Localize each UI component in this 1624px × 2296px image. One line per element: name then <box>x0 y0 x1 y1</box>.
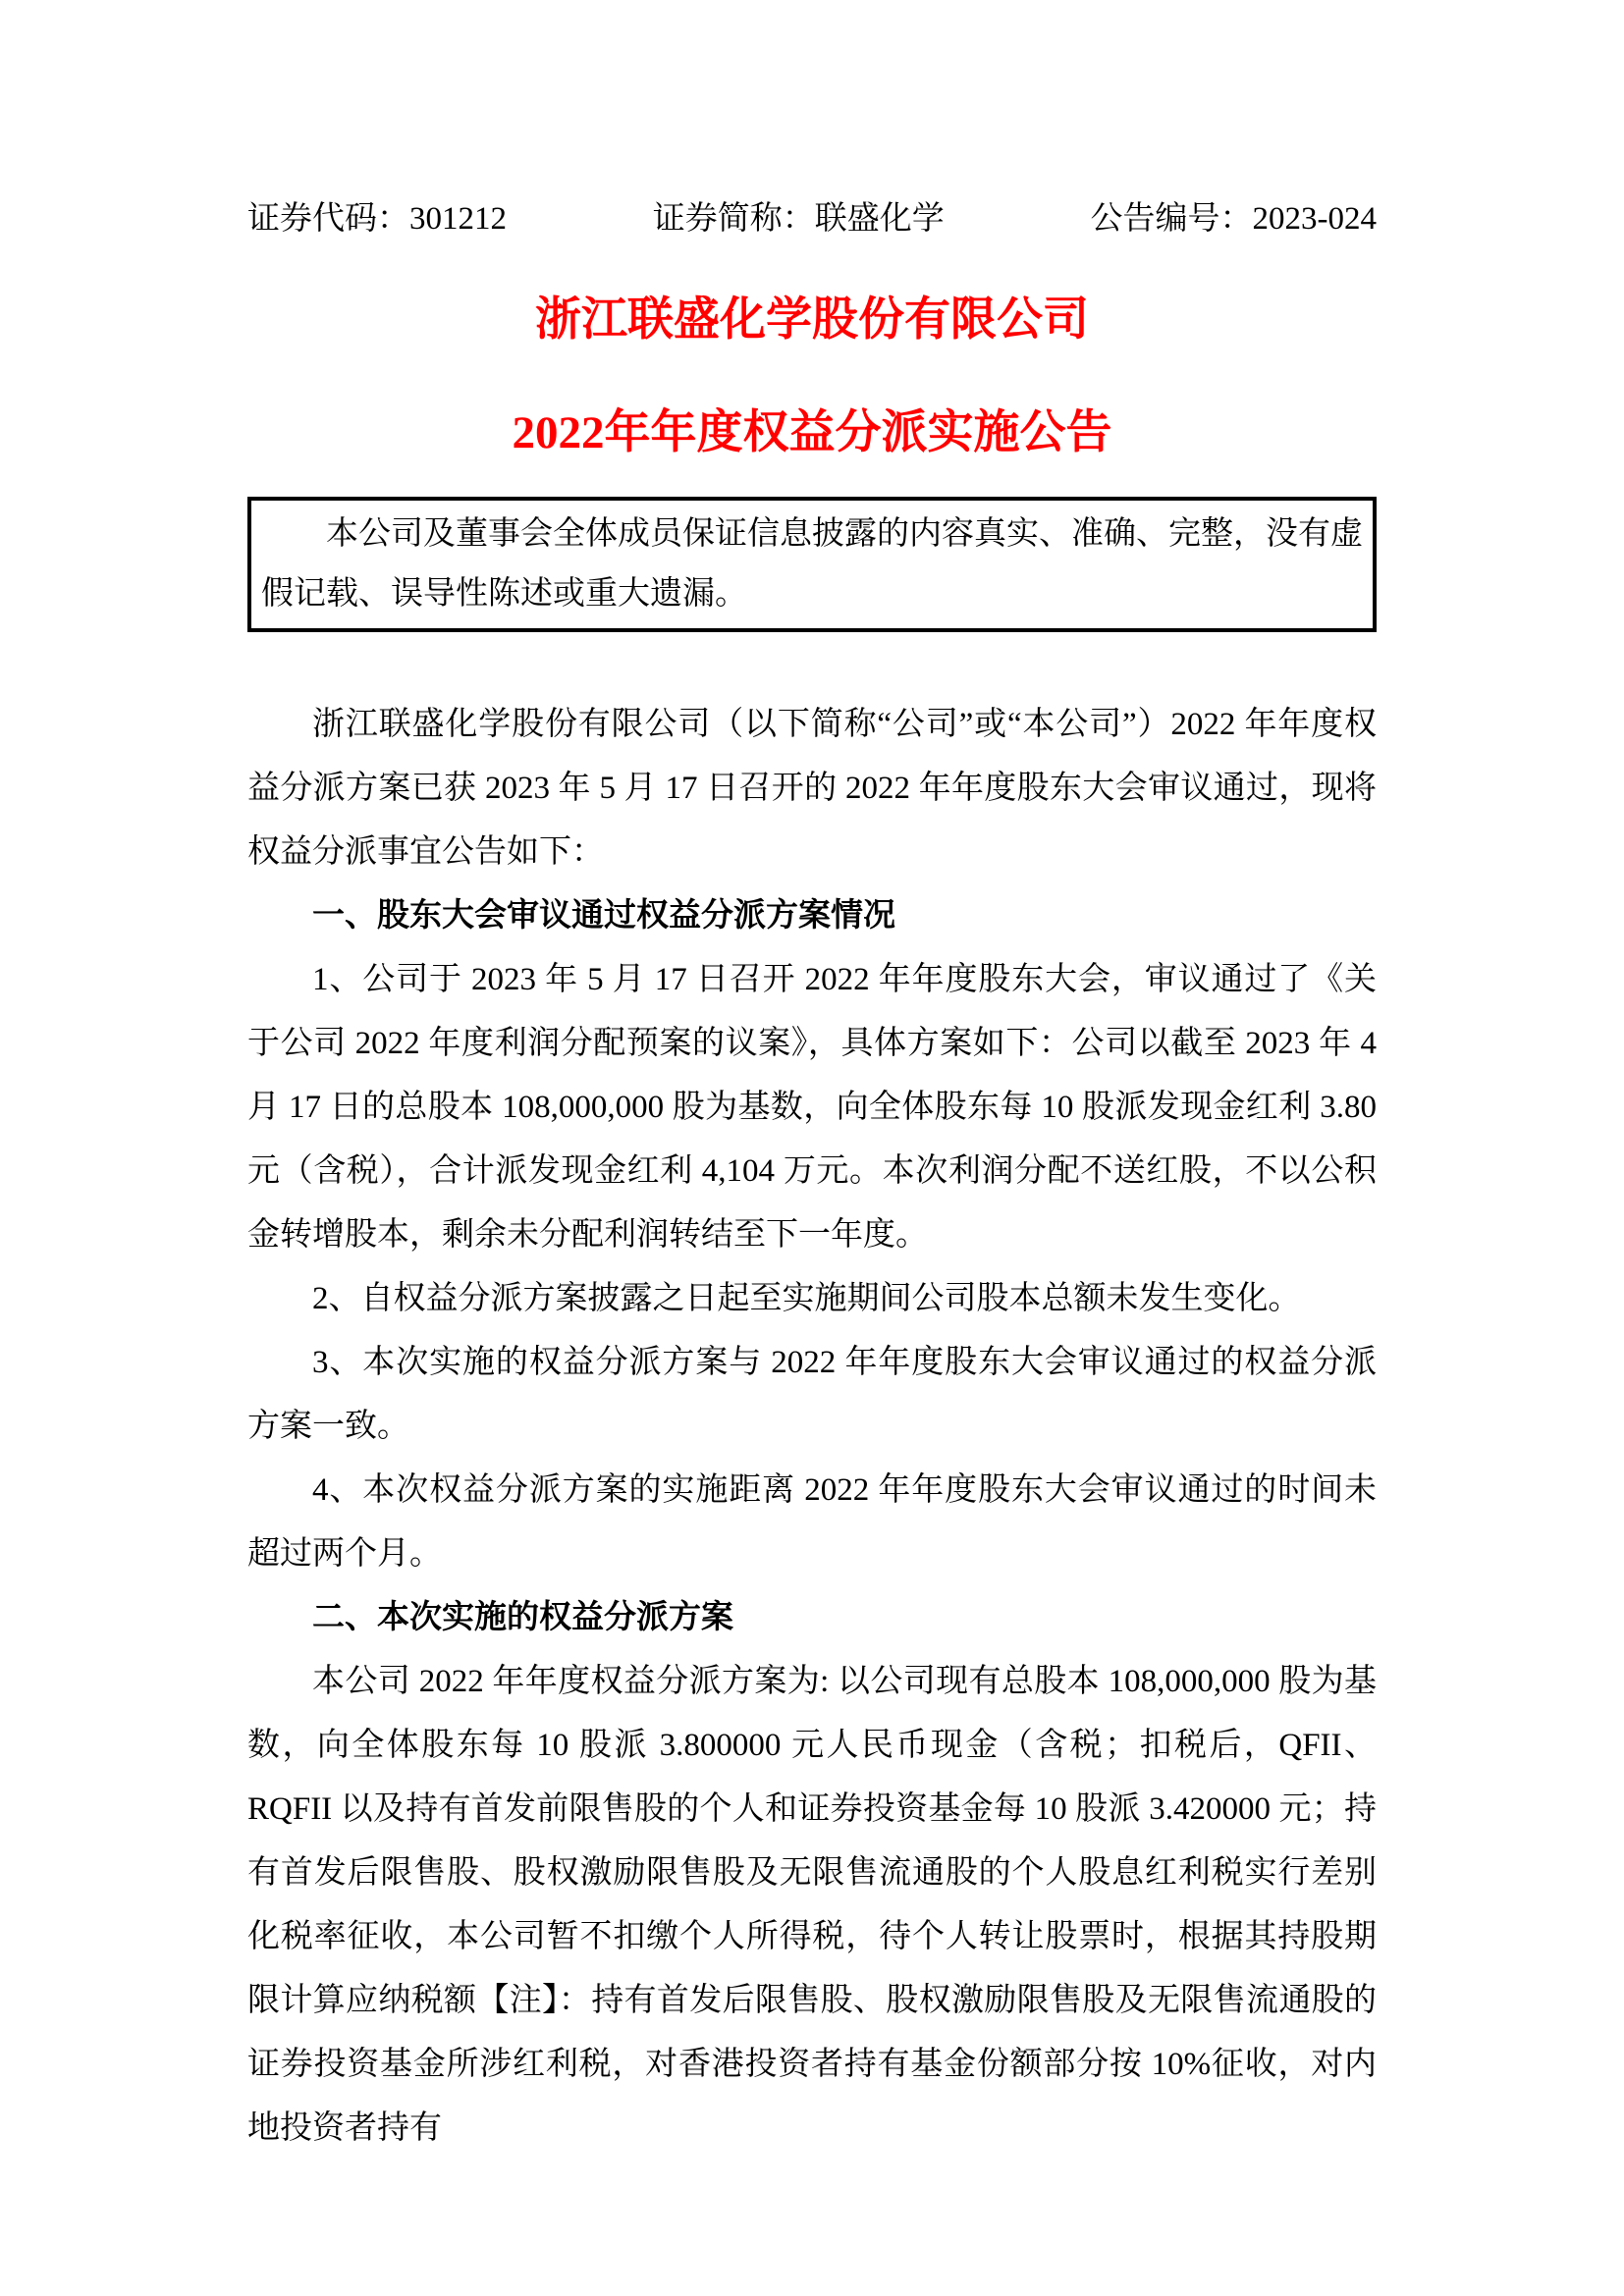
document-body <box>247 693 1377 2161</box>
intro-paragraph: 浙江联盛化学股份有限公司（以下简称“公司”或“本公司”）2022 年年度权益分派方案已获 2023 年 5 月 17 日召开的 2022 年年度股东大会审议通过，现将权益分派事宜公告如下： <box>247 707 1377 870</box>
stock-code: 证券代码：301212 <box>247 201 507 237</box>
announcement-number: 公告编号：2023-024 <box>1090 201 1377 237</box>
company-name-title: 浙江联盛化学股份有限公司 <box>535 294 1089 346</box>
disclaimer-box <box>247 497 1377 632</box>
section-2-heading: 二、本次实施的权益分派方案 <box>312 1600 733 1635</box>
section-1-item-1: 1、公司于 2023 年 5 月 17 日召开 2022 年年度股东大会，审议通过了《关于公司 2022 年度利润分配预案的议案》，具体方案如下：公司以截至 2023 年 4 月 17 日的总股本 108,000,000 股为基数，向全体股东每 10 股派发现金红利 3.80 元（含税），合计派发现金红利 4,104 万元。本次利润分配不送红股，不以公积金转增股本，剩余未分配利润转结至下一年度。 <box>247 962 1377 1253</box>
stock-short-name: 证券简称：联盛化学 <box>652 201 945 237</box>
section-1-heading: 一、股东大会审议通过权益分派方案情况 <box>312 898 895 934</box>
disclaimer-text: 本公司及董事会全体成员保证信息披露的内容真实、准确、完整，没有虚假记载、误导性陈述或重大遗漏。 <box>261 516 1363 612</box>
document-header <box>247 0 1377 239</box>
section-2-plan-paragraph: 本公司 2022 年年度权益分派方案为: 以公司现有总股本 108,000,000 股为基数，向全体股东每 10 股派 3.800000 元人民币现金（含税；扣税后，QFII、RQFII 以及持有首发前限售股的个人和证券投资基金每 10 股派 3.420000 元；持有首发后限售股、股权激励限售股及无限售流通股的个人股息红利税实行差别化税率征收，本公司暂不扣缴个人所得税，待个人转让股票时，根据其持股期限计算应纳税额【注】：持有首发后限售股、股权激励限售股及无限售流通股的证券投资基金所涉红利税，对香港投资者持有基金份额部分按 10%征收，对内地投资者持有 <box>247 1664 1377 2146</box>
announcement-title: 2022年年度权益分派实施公告 <box>512 407 1112 458</box>
section-1-item-3: 3、本次实施的权益分派方案与 2022 年年度股东大会审议通过的权益分派方案一致。 <box>247 1345 1377 1444</box>
section-1-item-4: 4、本次权益分派方案的实施距离 2022 年年度股东大会审议通过的时间未超过两个月。 <box>247 1472 1377 1572</box>
section-1-item-2: 2、自权益分派方案披露之日起至实施期间公司股本总额未发生变化。 <box>312 1281 1301 1316</box>
